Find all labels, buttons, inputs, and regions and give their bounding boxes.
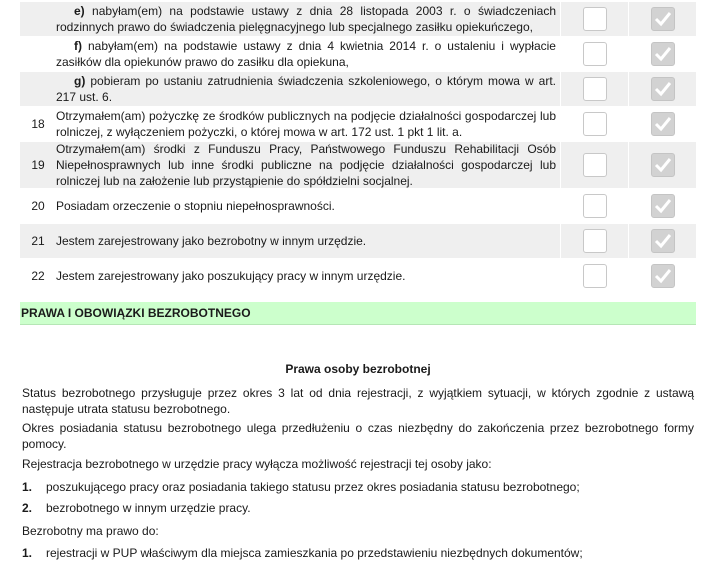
- checkmark-icon: [654, 45, 672, 63]
- row-text: Jestem zarejestrowany jako poszukujący pracy w innym urzędzie.: [56, 269, 406, 283]
- section-header: [20, 302, 696, 325]
- checkbox-no[interactable]: [583, 112, 607, 136]
- checkbox-yes[interactable]: [651, 153, 675, 177]
- row-number: 22: [31, 269, 45, 283]
- list-text: poszukującego pracy oraz posiadania takiego statusu przez okres posiadania statusu bezrobotnego;: [46, 480, 580, 494]
- paragraph: Bezrobotny ma prawo do:: [22, 524, 159, 538]
- checkbox-no[interactable]: [583, 153, 607, 177]
- checkbox-yes[interactable]: [651, 77, 675, 101]
- question-row-18: [20, 107, 696, 141]
- checkmark-icon: [654, 197, 672, 215]
- list-number: 1.: [22, 546, 33, 560]
- checkbox-yes[interactable]: [651, 7, 675, 31]
- paragraph: Rejestracja bezrobotnego w urzędzie pracy wyłącza możliwość rejestracji tej osoby jako:: [22, 457, 492, 471]
- question-row-19: [20, 142, 696, 188]
- row-text: Jestem zarejestrowany jako bezrobotny w innym urzędzie.: [56, 234, 367, 248]
- checkmark-icon: [654, 80, 672, 98]
- paragraph: Status bezrobotnego przysługuje przez okres 3 lat od dnia rejestracji, z wyjątkiem sytuacji, w których zgodnie z ustawą następuje utrata statusu bezrobotnego.: [22, 386, 694, 416]
- question-row-g: [20, 72, 696, 106]
- row-text: Otrzymałem(am) środki z Funduszu Pracy, Państwowego Funduszu Rehabilitacji Osób Niepełnosprawnych lub inne środki publiczne na podjęcie działalności gospodarczej lub rolniczej lub na założenie lub przystąpienie do spółdzielni socjalnej.: [56, 142, 556, 188]
- checkbox-yes[interactable]: [651, 264, 675, 288]
- checkmark-icon: [654, 232, 672, 250]
- checkmark-icon: [654, 10, 672, 28]
- list-item: [22, 479, 694, 495]
- paragraph: Okres posiadania statusu bezrobotnego ulega przedłużeniu o czas niezbędny do zakończenia przez bezrobotnego formy pomocy.: [22, 421, 694, 451]
- checkmark-icon: [654, 115, 672, 133]
- checkbox-no[interactable]: [583, 264, 607, 288]
- checkbox-no[interactable]: [583, 194, 607, 218]
- row-number: 19: [31, 158, 45, 172]
- checkbox-no[interactable]: [583, 7, 607, 31]
- section-header-label: PRAWA I OBOWIĄZKI BEZROBOTNEGO: [21, 306, 251, 320]
- question-row-21: [20, 224, 696, 258]
- checkbox-yes[interactable]: [651, 229, 675, 253]
- checkbox-yes[interactable]: [651, 194, 675, 218]
- checkbox-no[interactable]: [583, 229, 607, 253]
- checkbox-yes[interactable]: [651, 42, 675, 66]
- row-text: nabyłam(em) na podstawie ustawy z dnia 28 listopada 2003 r. o świadczeniach rodzinnych prawo do świadczenia pielęgnacyjnego lub specjalnego zasiłku opiekuńczego,: [56, 4, 556, 34]
- row-text: pobieram po ustaniu zatrudnienia świadczenia szkoleniowego, o którym mowa w art. 217 ust. 6.: [56, 74, 556, 104]
- row-text: nabyłam(em) na podstawie ustawy z dnia 4 kwietnia 2014 r. o ustaleniu i wypłacie zasiłków dla opiekunów prawo do zasiłku dla opiekuna,: [56, 39, 556, 69]
- row-letter: e): [74, 4, 85, 18]
- list-item: [22, 500, 694, 516]
- question-row-20: [20, 189, 696, 223]
- question-row-22: [20, 259, 696, 293]
- list-number: 2.: [22, 501, 33, 515]
- rights-title: Prawa osoby bezrobotnej: [285, 362, 431, 376]
- row-letter: f): [74, 39, 82, 53]
- checkmark-icon: [654, 156, 672, 174]
- checkmark-icon: [654, 267, 672, 285]
- list-number: 1.: [22, 480, 33, 494]
- row-number: 18: [31, 117, 45, 131]
- question-row-f: [20, 37, 696, 71]
- checkbox-yes[interactable]: [651, 112, 675, 136]
- checkbox-no[interactable]: [583, 77, 607, 101]
- row-number: 21: [31, 234, 45, 248]
- row-letter: g): [74, 74, 86, 88]
- row-text: Posiadam orzeczenie o stopniu niepełnosprawności.: [56, 199, 335, 213]
- question-row-e: [20, 2, 696, 36]
- list-text: rejestracji w PUP właściwym dla miejsca zamieszkania po przedstawieniu niezbędnych dokumentów;: [46, 546, 583, 560]
- row-number: 20: [31, 199, 45, 213]
- list-text: bezrobotnego w innym urzędzie pracy.: [46, 501, 251, 515]
- checkbox-no[interactable]: [583, 42, 607, 66]
- list-item: [22, 545, 694, 561]
- row-text: Otrzymałem(am) pożyczkę ze środków publicznych na podjęcie działalności gospodarczej lub rolniczej, z wyłączeniem pożyczki, o której mowa w art. 172 ust. 1 pkt 1 lit. a.: [56, 109, 556, 139]
